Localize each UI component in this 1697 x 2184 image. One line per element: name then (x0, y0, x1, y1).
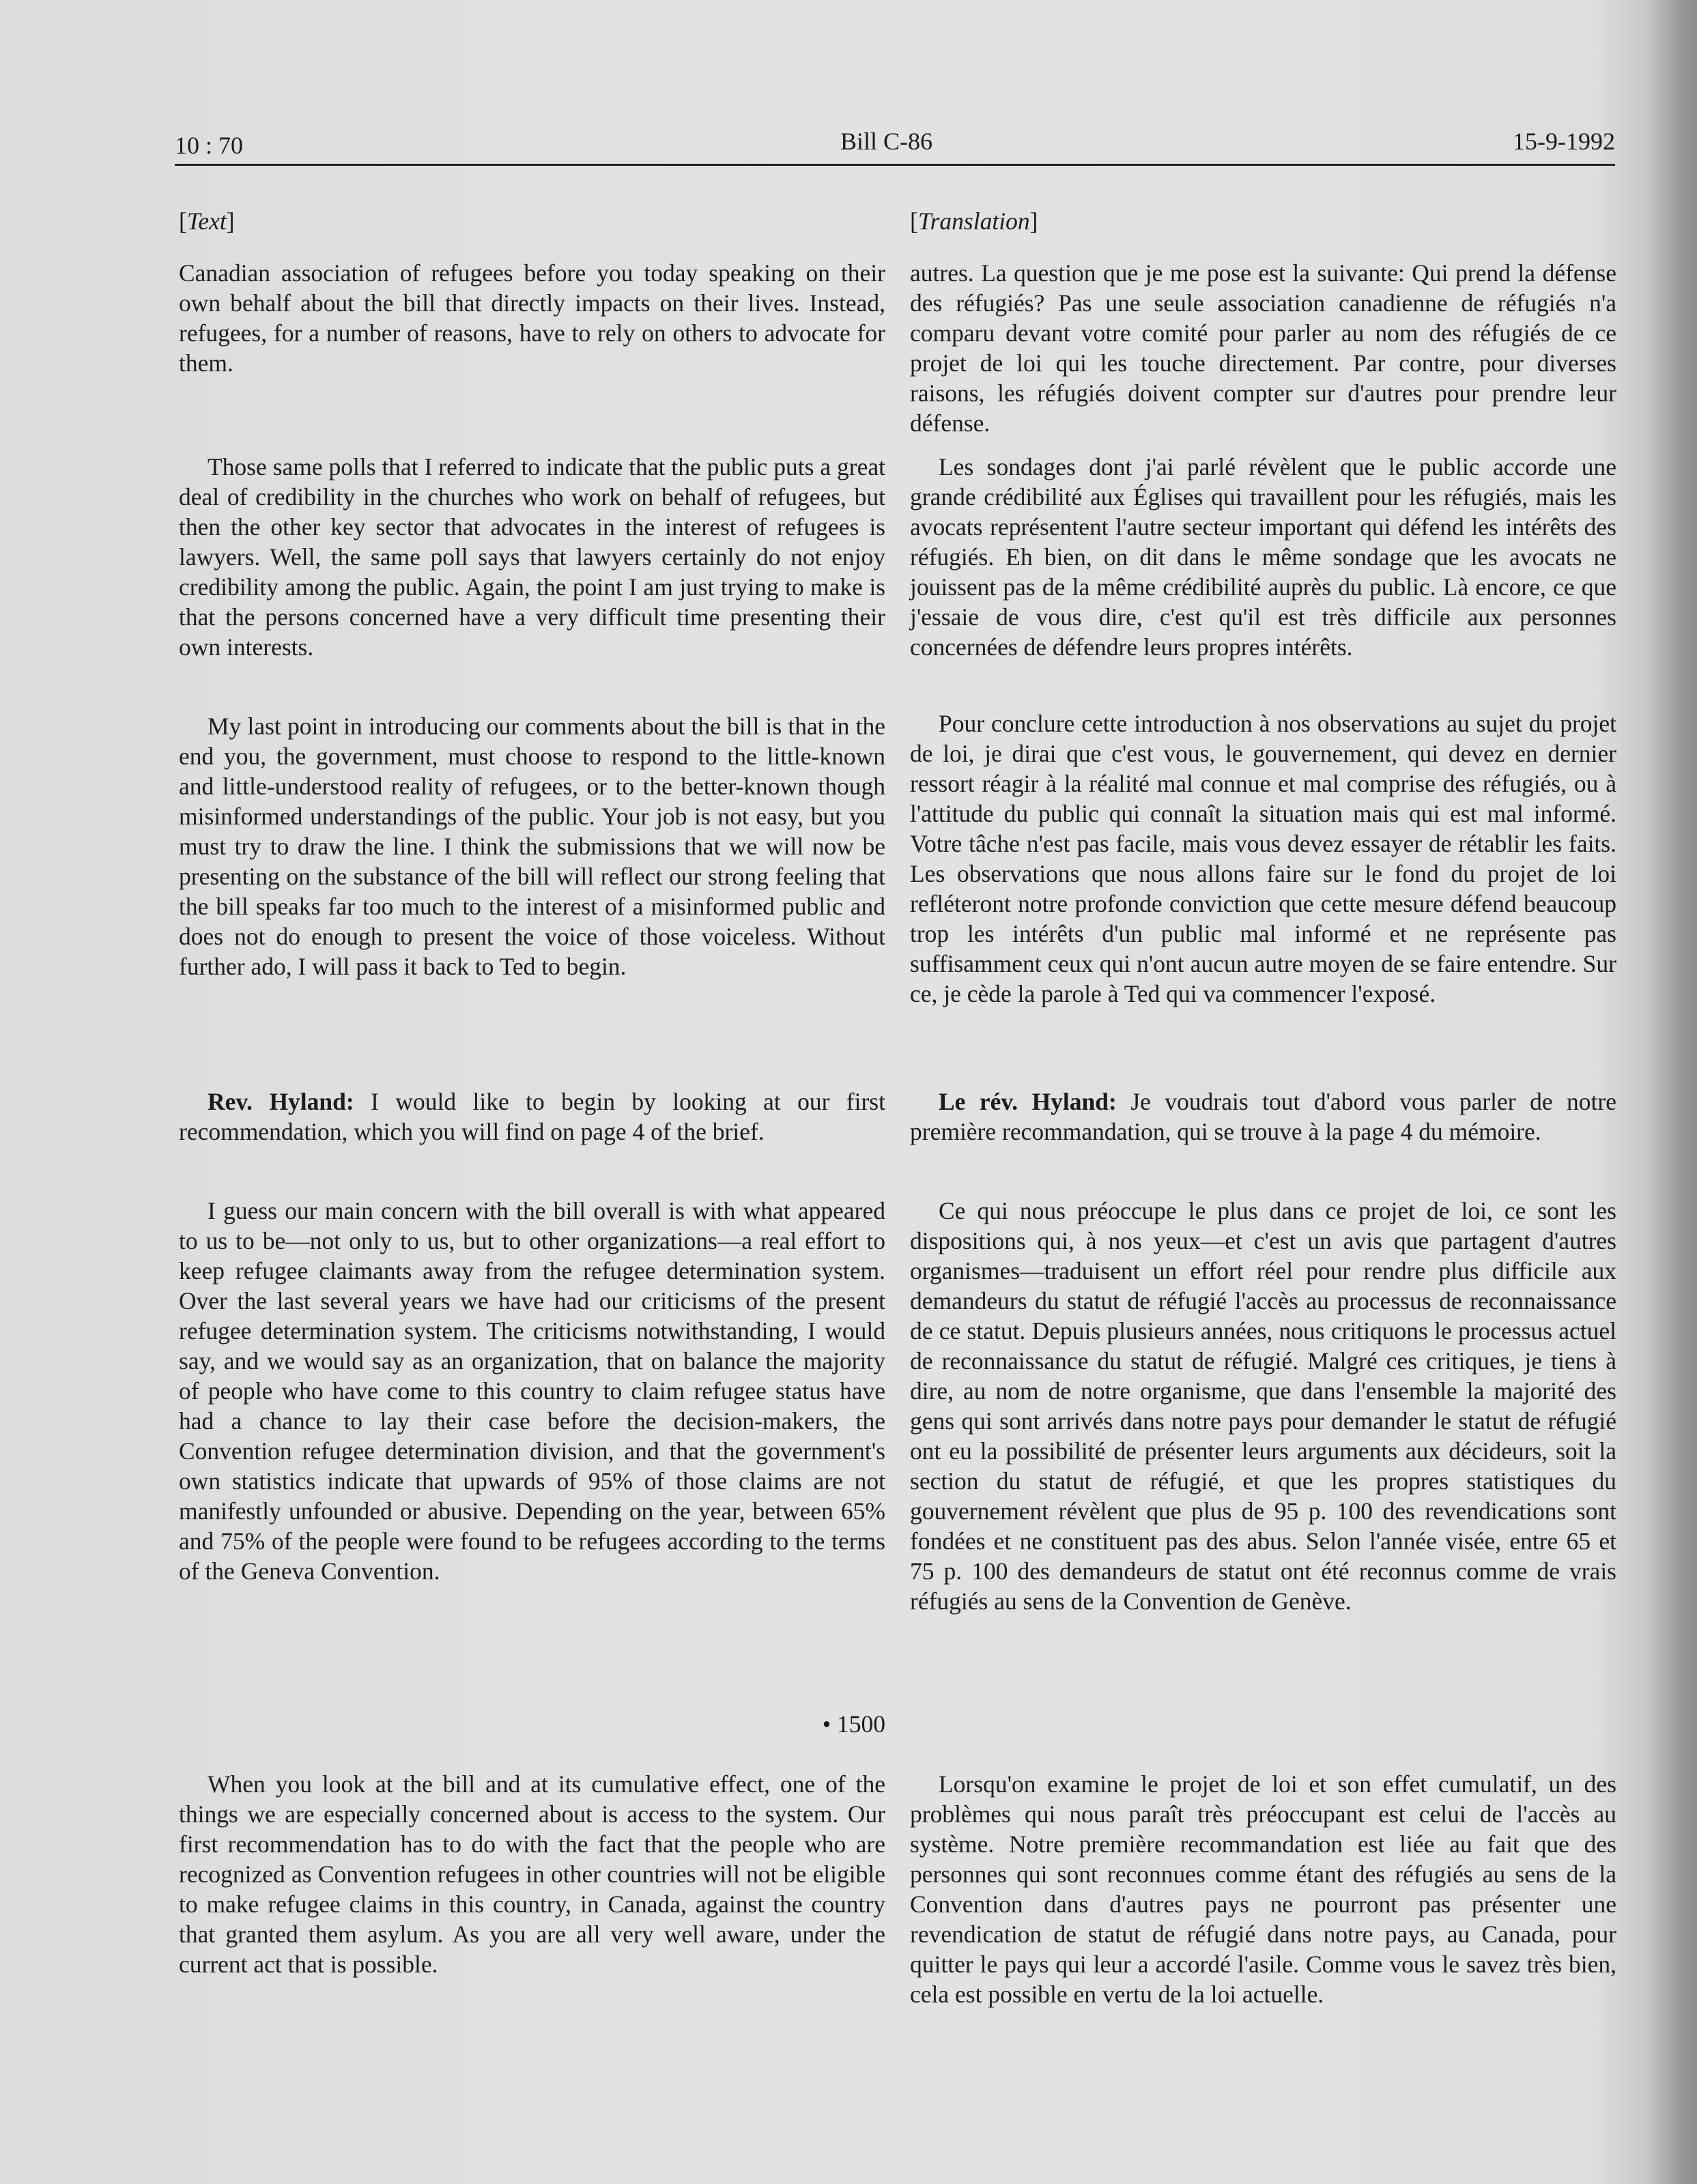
page-header (175, 116, 1615, 166)
paragraph: Those same polls that I referred to indicate that the public puts a great deal of credibility in the churches who work on behalf of refugees, but then the other key sector that advocates in the interest of refugees is lawyers. Well, the same poll says that lawyers certainly do not enjoy credibility among the public. Again, the point I am just trying to make is that the persons concerned have a very difficult time presenting their own interests. (179, 453, 885, 661)
column-label: [Translation] (910, 207, 1038, 235)
speaker-name: Le rév. Hyland: (939, 1088, 1117, 1115)
paragraph: Canadian association of refugees before you today speaking on their own behalf about the bill that directly impacts on their lives. Instead, refugees, for a number of reasons, have to rely on others to advocate for them. (179, 259, 885, 377)
paragraph: I guess our main concern with the bill overall is with what appeared to us to be—not only to us, but to other organizations—a real effort to keep refugee claimants away from the refugee determination system. Over the last several years we have had our criticisms of the present refugee determination system. The criticisms notwithstanding, I would say, and we would say as an organization, that on balance the majority of people who have come to this country to claim refugee status have had a chance to lay their case before the decision-makers, the Convention refugee determination division, and that the government's own statistics indicate that upwards of 95% of those claims are not manifestly unfounded or abusive. Depending on the year, between 65% and 75% of the people were found to be refugees according to the terms of the Geneva Convention. (179, 1197, 885, 1585)
paragraph: When you look at the bill and at its cumulative effect, one of the things we are especially concerned about is access to the system. Our first recommendation has to do with the fact that the people who are recognized as Convention refugees in other countries will not be eligible to make refugee claims in this country, in Canada, against the country that granted them asylum. As you are all very well aware, under the current act that is possible. (179, 1770, 885, 1978)
paragraph: autres. La question que je me pose est la suivante: Qui prend la défense des réfugiés? Pas une seule association canadienne de réfugiés n'a comparu devant votre comité pour parler au nom des réfugiés de ce projet de loi qui les touche directement. Par contre, pour diverses raisons, les réfugiés doivent compter sur d'autres pour prendre leur défense. (910, 259, 1616, 437)
paragraph: Les sondages dont j'ai parlé révèlent que le public accorde une grande crédibilité aux Églises qui travaillent pour les réfugiés, mais les avocats représentent l'autre secteur important qui défend les intérêts des réfugiés. Eh bien, on dit dans le même sondage que les avocats ne jouissent pas de la même crédibilité auprès du public. Là encore, ce que j'essaie de vous dire, c'est qu'il est très difficile aux personnes concernées de défendre leurs propres intérêts. (910, 453, 1616, 661)
speaker-name: Rev. Hyland: (208, 1088, 354, 1115)
paragraph: Le rév. Hyland: Je voudrais tout d'abord vous parler de notre première recommandation, qui se trouve à la page 4 du mémoire. (910, 1088, 1616, 1145)
column-label: [Text] (179, 207, 235, 235)
paragraph: Pour conclure cette introduction à nos observations au sujet du projet de loi, je dirai que c'est vous, le gouvernement, qui devez en dernier ressort réagir à la réalité mal connue et mal comprise des réfugiés, ou à l'attitude du public qui connaît la situation mais qui est mal informé. Votre tâche n'est pas facile, mais vous devez essayer de rétablir les faits. Les observations que nous allons faire sur le fond du projet de loi refléteront notre profonde conviction que cette mesure défend beaucoup trop les intérêts d'un public mal informé et ne représente pas suffisamment ceux qui n'ont aucun autre moyen de se faire entendre. Sur ce, je cède la parole à Ted qui va commencer l'exposé. (910, 710, 1616, 1007)
page-date: 15-9-1992 (1513, 128, 1615, 155)
timestamp: • 1500 (822, 1710, 885, 1738)
paragraph: My last point in introducing our comments about the bill is that in the end you, the government, must choose to respond to the little-known and little-understood reality of refugees, or to the better-known though misinformed understandings of the public. Your job is not easy, but you must try to draw the line. I think the submissions that we will now be presenting on the substance of the bill will reflect our strong feeling that the bill speaks far too much to the interest of a misinformed public and does not do enough to present the voice of those voiceless. Without further ado, I will pass it back to Ted to begin. (179, 713, 885, 980)
paragraph: Lorsqu'on examine le projet de loi et son effet cumulatif, un des problèmes qui nous paraît très préoccupant est celui de l'accès au système. Notre première recommandation est liée au fait que des personnes qui sont reconnues comme étant des réfugiés au sens de la Convention dans d'autres pays ne pourront pas présenter une revendication de statut de réfugié dans notre pays, au Canada, pour quitter le pays qui leur a accordé l'asile. Comme vous le savez très bien, cela est possible en vertu de la loi actuelle. (910, 1770, 1616, 2008)
page-number: 10 : 70 (175, 132, 244, 159)
paragraph: Ce qui nous préoccupe le plus dans ce projet de loi, ce sont les dispositions qui, à nos yeux—et c'est un avis que partagent d'autres organismes—traduisent un effort réel pour rendre plus difficile aux demandeurs du statut de réfugié l'accès au processus de reconnaissance de ce statut. Depuis plusieurs années, nous critiquons le processus actuel de reconnaissance du statut de réfugié. Malgré ces critiques, je tiens à dire, au nom de notre organisme, que dans l'ensemble la majorité des gens qui sont arrivés dans notre pays pour demander le statut de réfugié ont eu la possibilité de présenter leurs arguments aux décideurs, soit la section du statut de réfugié, et que les propres statistiques du gouvernement révèlent que plus de 95 p. 100 des revendications sont fondées et ne constituent pas des abus. Selon l'année visée, entre 65 et 75 p. 100 des demandeurs de statut ont été reconnus comme de vrais réfugiés au sens de la Convention de Genève. (910, 1197, 1616, 1615)
paragraph: Rev. Hyland: I would like to begin by looking at our first recommendation, which you will find on page 4 of the brief. (179, 1088, 885, 1145)
bill-title: Bill C-86 (840, 128, 933, 155)
